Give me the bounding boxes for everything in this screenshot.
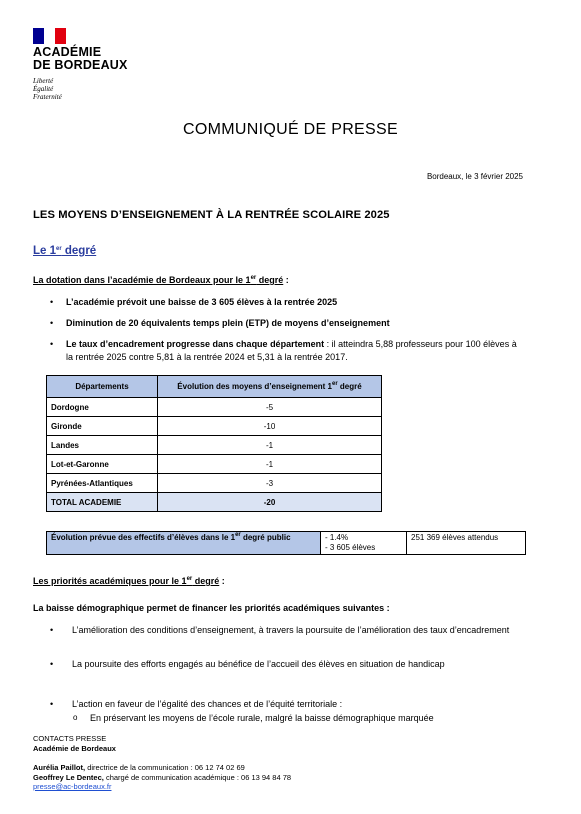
main-heading: LES MOYENS D’ENSEIGNEMENT À LA RENTRÉE SCOLAIRE 2025	[33, 209, 390, 221]
contacts-org: Académie de Bordeaux	[33, 743, 116, 753]
bullet-icon: •	[50, 318, 54, 328]
bullet-bold-text: Le taux d’encadrement progresse dans chaque département	[66, 339, 325, 349]
bullet-icon: •	[50, 625, 54, 635]
republic-flag-logo	[33, 28, 66, 44]
bullet-rest-text: : il atteindra 5,88 professeurs pour 100 élèves à la rentrée 2025 contre 5,81 à la rentrée 2024 et 5,31 à la rentrée 2017.	[66, 339, 517, 362]
evolution-label-cell	[47, 532, 321, 555]
value-cell: -5	[158, 398, 382, 417]
dotation-pre: La dotation dans l’académie de Bordeaux pour le 1	[33, 275, 251, 285]
column-header-departements: Départements	[47, 376, 158, 398]
dotation-post: degré	[256, 275, 284, 285]
value-cell: -1	[158, 436, 382, 455]
priorities-tail: :	[219, 576, 225, 586]
contact-role: directrice de la communication : 06 12 74 02 69	[85, 763, 245, 772]
press-email-link[interactable]: presse@ac-bordeaux.fr	[33, 782, 112, 791]
col2-pre: Évolution des moyens d’enseignement 1	[177, 382, 332, 391]
contact-person-2	[33, 773, 291, 783]
dotation-tail: :	[283, 275, 289, 285]
bullet-bold-text: Diminution de 20 équivalents temps plein (ETP) de moyens d’enseignement	[66, 318, 390, 328]
motto-liberte: Liberté	[33, 77, 54, 85]
section-title-post: degré	[61, 245, 97, 257]
republic-motto	[33, 77, 62, 101]
priorities-sup: er	[186, 576, 193, 582]
priorities-pre: Les priorités académiques pour le 1	[33, 576, 187, 586]
bullet-icon: •	[50, 659, 54, 669]
table-row	[47, 436, 382, 455]
table-total-row	[47, 493, 382, 512]
baisse-heading: La baisse démographique permet de financer les priorités académiques suivantes :	[33, 603, 390, 613]
col2-post: degré	[337, 382, 362, 391]
sub-list-item	[73, 713, 434, 723]
bullet-icon: •	[50, 297, 54, 307]
contact-role: chargé de communication académique : 06 13 94 84 78	[103, 772, 292, 782]
bullet-bold-text: L’académie prévoit une baisse de 3 605 élèves à la rentrée 2025	[66, 297, 338, 307]
contact-person-1	[33, 763, 291, 773]
evolution-count: - 3 605 élèves	[325, 543, 376, 552]
bullet-icon: •	[50, 339, 54, 349]
sub-item-text: En préservant les moyens de l’école rurale, malgré la baisse démographique marquée	[90, 713, 434, 723]
evolution-label-sup: er	[235, 532, 241, 538]
brand-line-2: DE BORDEAUX	[33, 58, 128, 72]
table-row	[47, 417, 382, 436]
departments-table	[46, 375, 382, 512]
value-cell: -10	[158, 417, 382, 436]
dept-cell: Lot-et-Garonne	[47, 455, 158, 474]
section-title-sup: er	[56, 246, 62, 252]
document-date: Bordeaux, le 3 février 2025	[426, 172, 523, 181]
dept-cell: Landes	[47, 436, 158, 455]
dotation-heading	[33, 275, 289, 285]
contact-name: Aurélia Paillot,	[33, 763, 86, 772]
section-title-first-degree	[33, 245, 96, 257]
document-title: COMMUNIQUÉ DE PRESSE	[183, 121, 398, 138]
value-cell: -3	[158, 474, 382, 493]
total-value-cell: -20	[158, 493, 382, 512]
priority-text: L’action en faveur de l’égalité des chances et de l’équité territoriale :	[72, 699, 343, 709]
enrollment-evolution-table	[46, 531, 526, 555]
evolution-values-cell	[321, 532, 407, 555]
dotation-sup: er	[250, 275, 257, 281]
dept-cell: Dordogne	[47, 398, 158, 417]
column-header-evolution	[158, 376, 382, 398]
press-contacts	[33, 734, 291, 792]
motto-egalite: Égalité	[33, 85, 54, 93]
dept-cell: Gironde	[47, 417, 158, 436]
table-row	[47, 532, 526, 555]
priority-text: L’amélioration des conditions d’enseignement, à travers la poursuite de l’amélioration des taux d’encadrement	[72, 625, 510, 635]
section-title-pre: Le 1	[33, 245, 57, 257]
motto-fraternite: Fraternité	[33, 93, 62, 101]
table-header-row	[47, 376, 382, 398]
evolution-label-pre: Évolution prévue des effectifs d’élèves dans le 1	[51, 533, 236, 542]
expected-students-cell: 251 369 élèves attendus	[407, 532, 526, 555]
table-row	[47, 455, 382, 474]
priorities-post: degré	[192, 576, 220, 586]
table-row	[47, 398, 382, 417]
evolution-pct: - 1.4%	[325, 533, 349, 542]
evolution-label-post: degré public	[240, 533, 291, 542]
contact-name: Geoffrey Le Dentec,	[33, 772, 104, 782]
contacts-title: CONTACTS PRESSE	[33, 734, 107, 743]
total-label-cell: TOTAL ACADEMIE	[47, 493, 158, 512]
priority-text: La poursuite des efforts engagés au bénéfice de l’accueil des élèves en situation de handicap	[72, 659, 445, 669]
table-row	[47, 474, 382, 493]
col2-sup: er	[332, 381, 338, 387]
dept-cell: Pyrénées-Atlantiques	[47, 474, 158, 493]
circle-bullet-icon: o	[73, 713, 78, 722]
bullet-icon: •	[50, 699, 54, 709]
brand-line-1: ACADÉMIE	[33, 45, 102, 59]
brand-name	[33, 46, 128, 72]
priorities-heading	[33, 576, 225, 586]
value-cell: -1	[158, 455, 382, 474]
